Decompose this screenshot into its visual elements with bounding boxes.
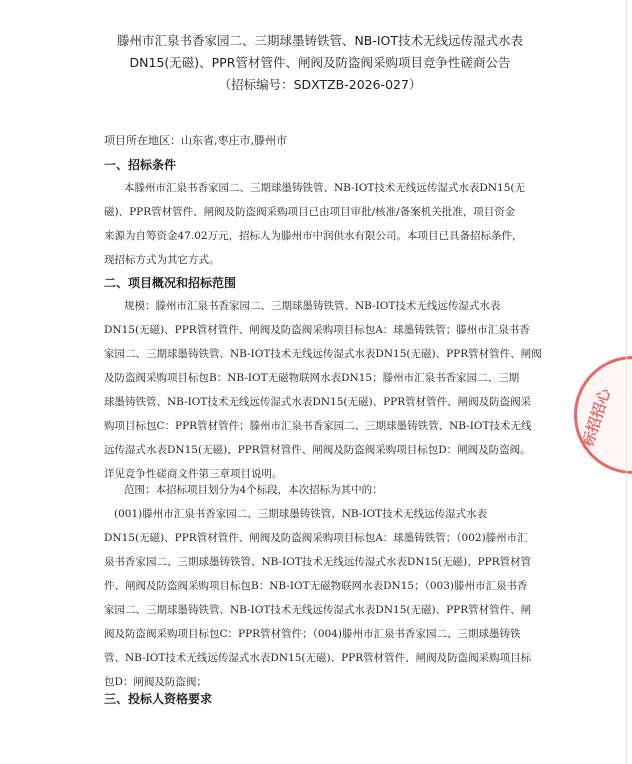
range-line: (001)滕州市汇泉书香家园二、三期球墨铸铁管、NB-IOT技术无线远传湿式水表 xyxy=(114,508,488,520)
scale-line: 及防盗阀采购项目标包B：NB-IOT无磁物联网水表DN15；滕州市汇泉书香家园二、三期 xyxy=(104,372,520,384)
range-line: 范围：本招标项目划分为4个标段，本次招标为其中的： xyxy=(124,484,383,496)
section-1-heading: 一、招标条件 xyxy=(104,158,177,172)
section-1-line: 来源为自筹资金47.02万元，招标人为滕州市中润供水有限公司。本项目已具备招标条件， xyxy=(104,230,523,242)
section-1-line: 本滕州市汇泉书香家园二、三期球墨铸铁管、NB-IOT技术无线远传湿式水表DN15(无 xyxy=(124,182,525,194)
scale-line: 家园二、三期球墨铸铁管、NB-IOT技术无线远传湿式水表DN15(无磁)、PPR管材管件、闸阀 xyxy=(104,348,542,360)
title-line-2: DN15(无磁)、PPR管材管件、闸阀及防盗阀采购项目竞争性磋商公告 xyxy=(129,55,511,70)
section-2-scale xyxy=(104,294,542,486)
seal-stamp-text: 标招招心 xyxy=(578,386,615,449)
range-line: 包D：闸阀及防盗阀； xyxy=(104,676,207,688)
range-line: 件、闸阀及防盗阀采购项目标包B：NB-IOT无磁物联网水表DN15；（003)滕州市汇泉书香 xyxy=(104,580,528,592)
document-title xyxy=(100,30,540,96)
section-2-range xyxy=(104,478,532,694)
section-1-line: 磁)、PPR管材管件、闸阀及防盗阀采购项目已由项目审批/核准/备案机关批准，项目资金 xyxy=(104,206,516,218)
scale-line: 规模：滕州市汇泉书香家园二、三期球墨铸铁管、NB-IOT技术无线远传湿式水表 xyxy=(124,300,501,312)
section-2-heading: 二、项目概况和招标范围 xyxy=(104,276,237,290)
scale-line: 详见竞争性磋商文件第三章项目说明。 xyxy=(104,468,283,480)
project-location: 项目所在地区：山东省,枣庄市,滕州市 xyxy=(104,134,287,147)
range-line: 管、NB-IOT技术无线远传湿式水表DN15(无磁)、PPR管材管件、闸阀及防盗阀采购项目标 xyxy=(104,652,532,664)
section-3-heading: 三、投标人资格要求 xyxy=(104,692,213,706)
scale-line: 远传湿式水表DN15(无磁)、PPR管材管件、闸阀及防盗阀采购项目标包D：闸阀及防盗阀。 xyxy=(104,444,531,456)
range-line: 家园二、三期球墨铸铁管、NB-IOT技术无线远传湿式水表DN15(无磁)、PPR管材管件、闸 xyxy=(104,604,532,616)
scale-line: 球墨铸铁管、NB-IOT技术无线远传湿式水表DN15(无磁)、PPR管材管件、闸阀及防盗阀采 xyxy=(104,396,532,408)
title-line-3: （招标编号：SDXTZB-2026-027） xyxy=(218,77,422,92)
scale-line: 购项目标包C：PPR管材管件；滕州市汇泉书香家园二、三期球墨铸铁管、NB-IOT技术无线 xyxy=(104,420,532,432)
range-line: DN15(无磁)、PPR管材管件、闸阀及防盗阀采购项目标包A：球墨铸铁管；（002)滕州市汇 xyxy=(104,532,528,544)
section-1-body xyxy=(104,176,524,272)
page-edge xyxy=(626,0,627,764)
title-line-1: 滕州市汇泉书香家园二、三期球墨铸铁管、NB-IOT技术无线远传湿式水表 xyxy=(116,33,524,48)
range-line: 泉书香家园二、三期球墨铸铁管、NB-IOT技术无线远传湿式水表DN15(无磁)、PPR管材管 xyxy=(104,556,532,568)
scale-line: DN15(无磁)、PPR管材管件、闸阀及防盗阀采购项目标包A：球墨铸铁管；滕州市汇泉书香 xyxy=(104,324,530,336)
section-1-line: 现招标方式为其它方式。 xyxy=(104,254,220,266)
seal-stamp xyxy=(574,356,632,474)
range-line: 阀及防盗阀采购项目标包C：PPR管材管件；（004)滕州市汇泉书香家园二、三期球墨铸铁 xyxy=(104,628,521,640)
